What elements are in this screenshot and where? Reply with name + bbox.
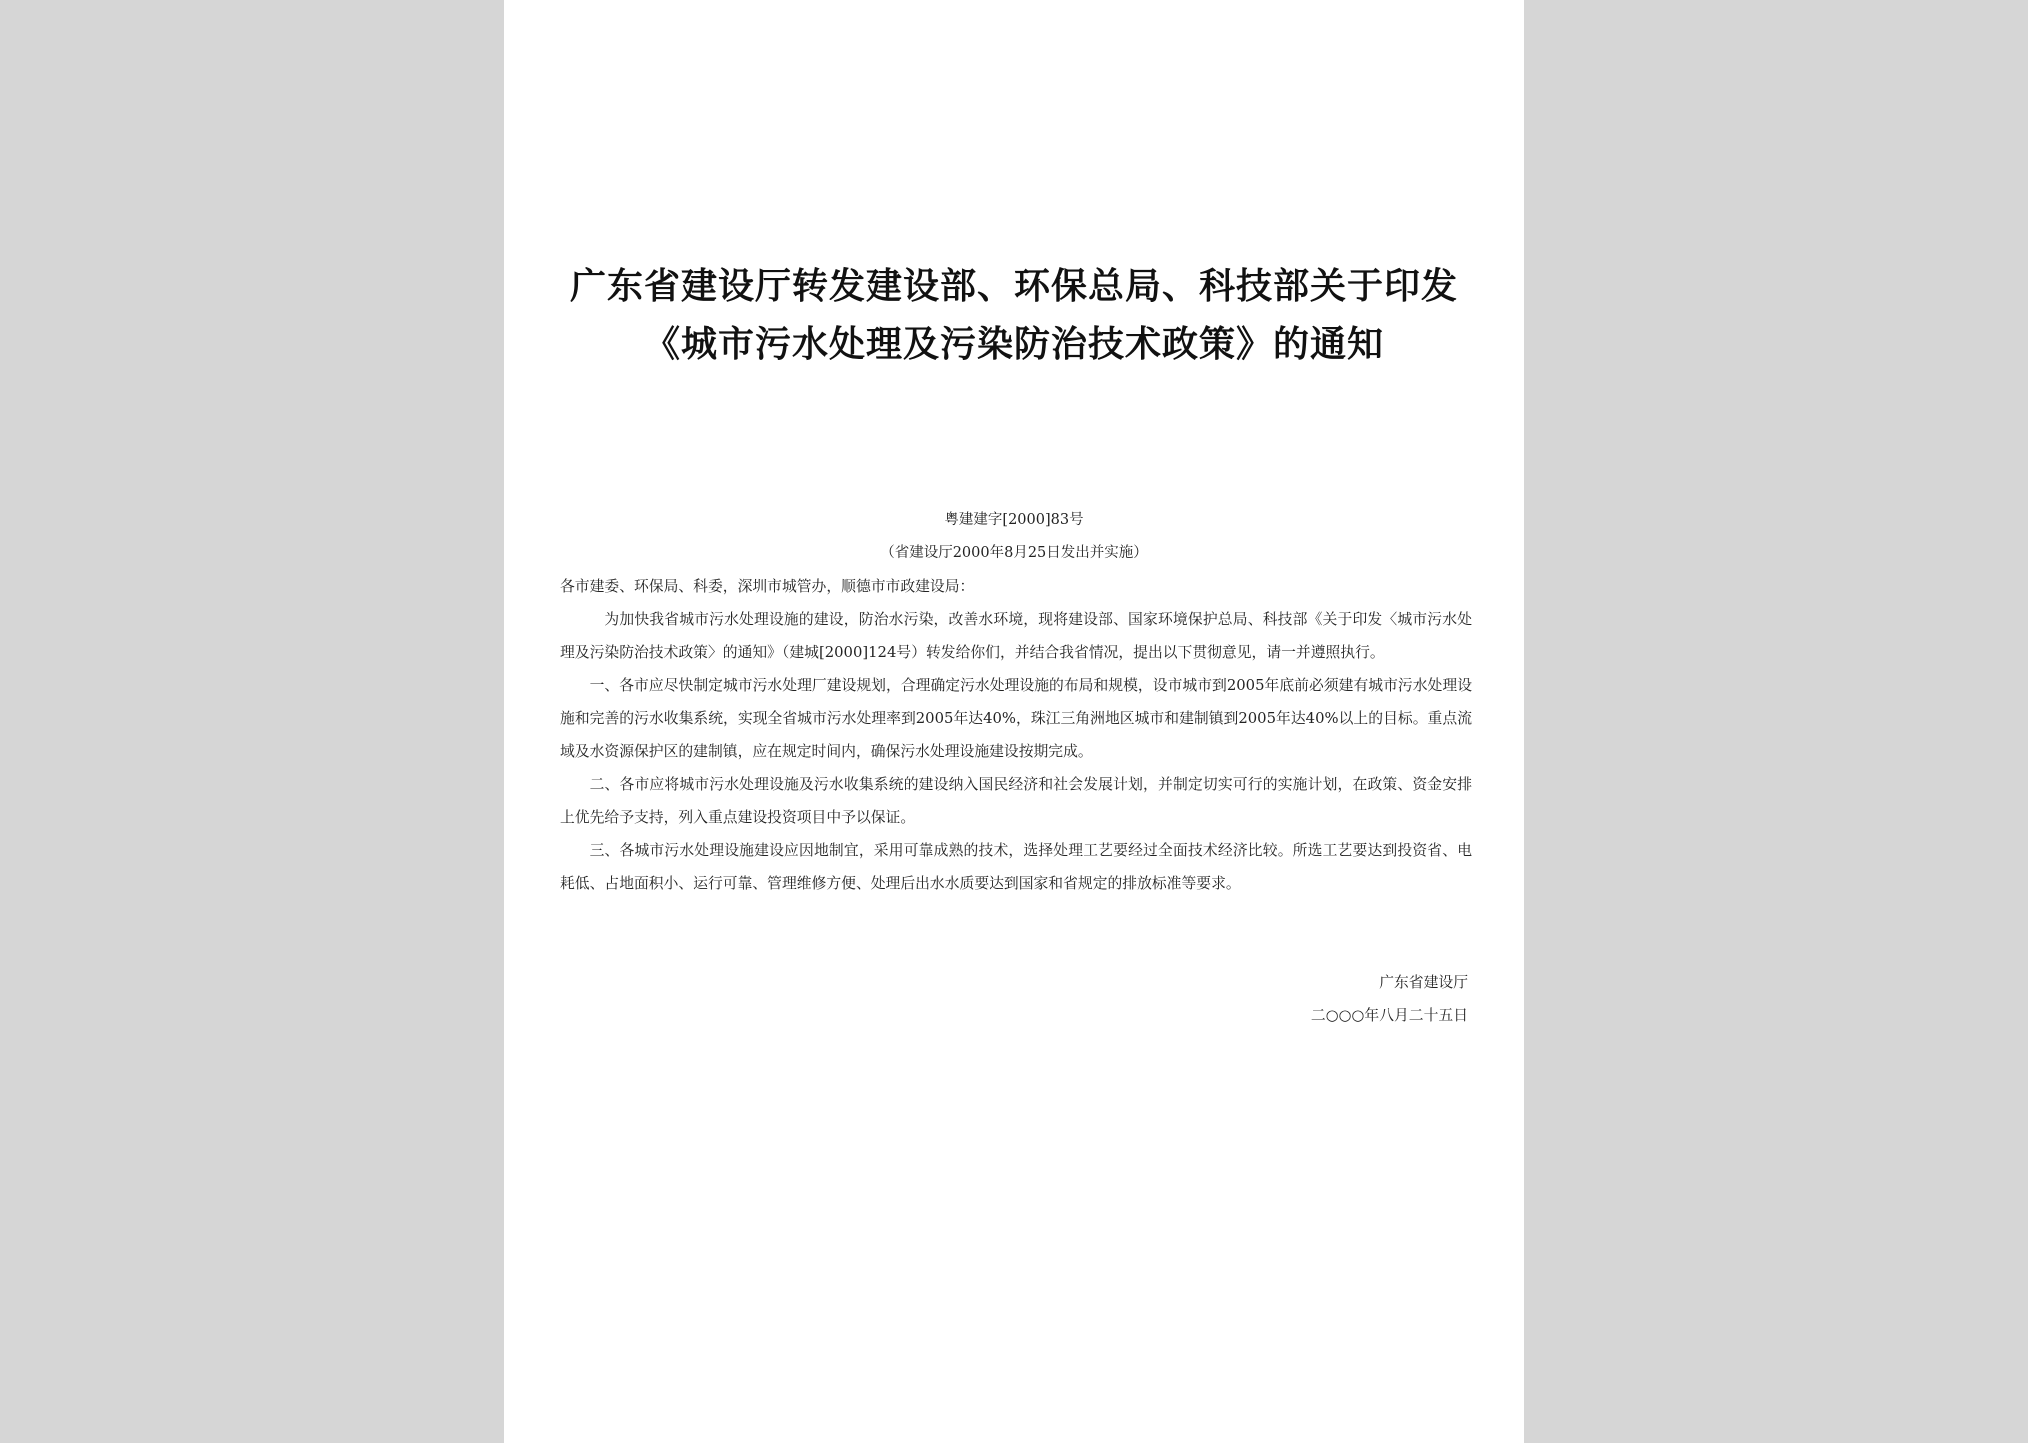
- paragraph-item-3: 三、各城市污水处理设施建设应因地制宜，采用可靠成熟的技术，选择处理工艺要经过全面技术经济比较。所选工艺要达到投资省、电耗低、占地面积小、运行可靠、管理维修方便、处理后出水水质要达到国家和省规定的排放标准等要求。: [560, 842, 1472, 892]
- salutation: 各市建委、环保局、科委，深圳市城管办，顺德市市政建设局：: [560, 578, 975, 595]
- document-page: [504, 0, 1524, 1443]
- signature-organization: 广东省建设厅: [1379, 974, 1468, 991]
- title-line-2: 《城市污水处理及污染防治技术政策》的通知: [643, 324, 1384, 365]
- title-line-1: 广东省建设厅转发建设部、环保总局、科技部关于印发: [569, 266, 1458, 307]
- signature-date: 二○○○年八月二十五日: [1310, 1007, 1468, 1024]
- document-body: [560, 570, 1472, 900]
- document-number: 粤建建字[2000]83号: [944, 512, 1084, 528]
- paragraph-item-1: 一、各市应尽快制定城市污水处理厂建设规划，合理确定污水处理设施的布局和规模，设市城市到2005年底前必须建有城市污水处理设施和完善的污水收集系统，实现全省城市污水处理率到2005年达40%，珠江三角洲地区城市和建制镇到2005年达40%以上的目标。重点流域及水资源保护区的建制镇，应在规定时间内，确保污水处理设施建设按期完成。: [560, 677, 1472, 760]
- issue-note: （省建设厅2000年8月25日发出并实施）: [880, 545, 1148, 561]
- signature-block: [1311, 966, 1468, 1032]
- paragraph-item-2: 二、各市应将城市污水处理设施及污水收集系统的建设纳入国民经济和社会发展计划，并制定切实可行的实施计划，在政策、资金安排上优先给予支持，列入重点建设投资项目中予以保证。: [560, 776, 1472, 826]
- paragraph-intro: 为加快我省城市污水处理设施的建设，防治水污染，改善水环境，现将建设部、国家环境保护总局、科技部《关于印发〈城市污水处理及污染防治技术政策〉的通知》（建城[2000]124号）转发给你们，并结合我省情况，提出以下贯彻意见，请一并遵照执行。: [560, 611, 1472, 661]
- document-title: [504, 258, 1524, 374]
